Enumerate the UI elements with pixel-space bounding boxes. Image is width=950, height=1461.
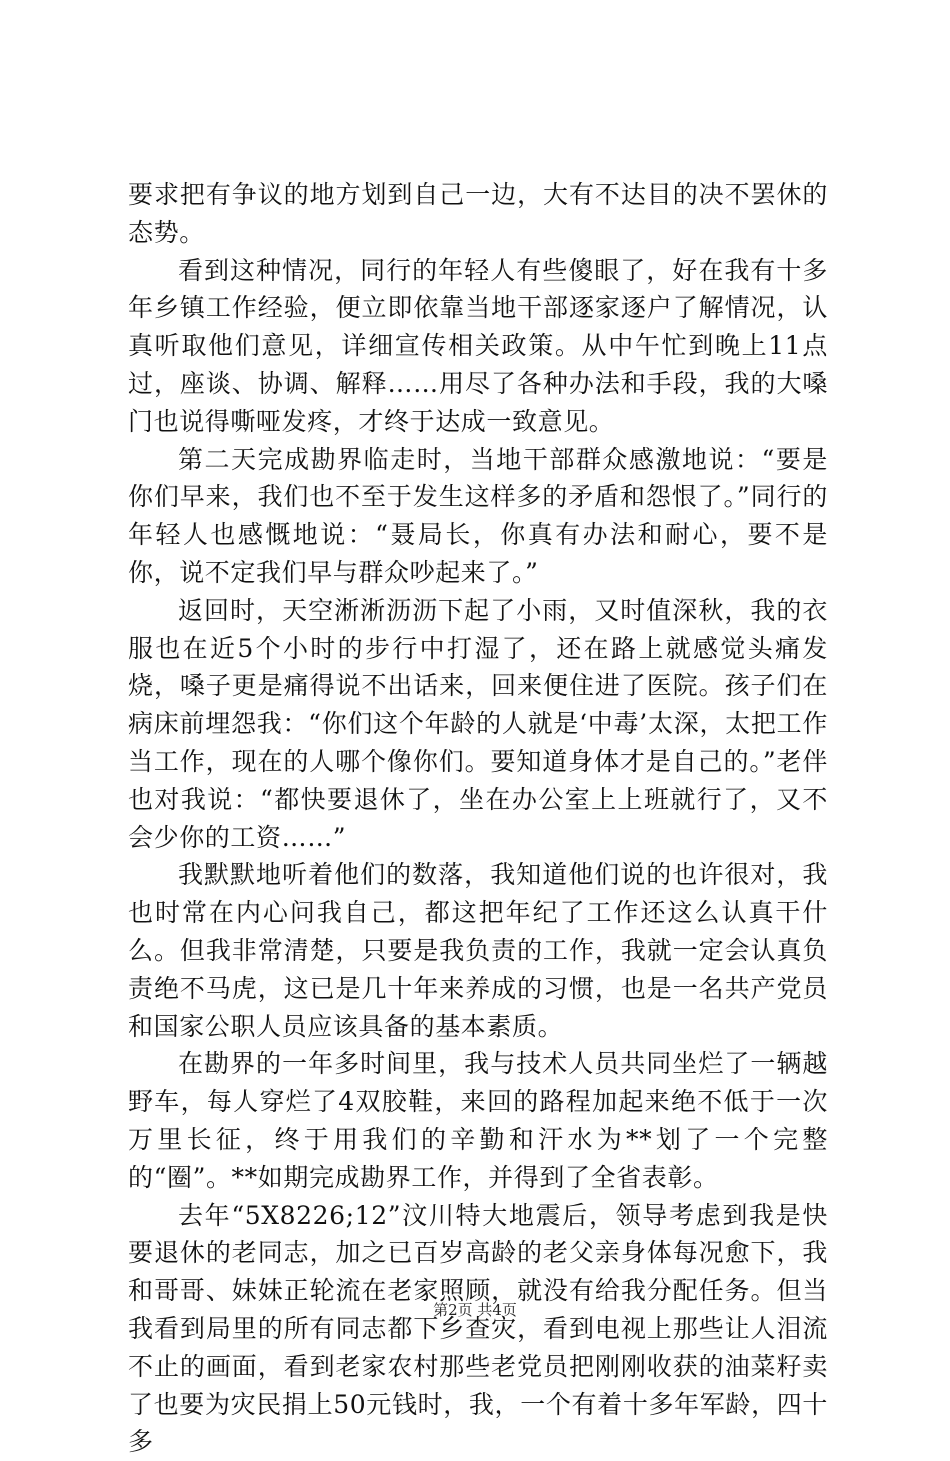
paragraph: 在勘界的一年多时间里，我与技术人员共同坐烂了一辆越野车，每人穿烂了4双胶鞋，来回的路程加起来绝不低于一次万里长征，终于用我们的辛勤和汗水为**划了一个完整的“圈”。**如期完成勘界工作，并得到了全省表彰。 (128, 1049, 828, 1192)
paragraph-continuation: 要求把有争议的地方划到自己一边，大有不达目的决不罢休的态势。 (128, 180, 828, 247)
paragraph: 我默默地听着他们的数落，我知道他们说的也许很对，我也时常在内心问我自己，都这把年纪了工作还这么认真干什么。但我非常清楚，只要是我负责的工作，我就一定会认真负责绝不马虎，这已是几十年来养成的习惯，也是一名共产党员和国家公职人员应该具备的基本素质。 (128, 860, 828, 1041)
document-body (128, 176, 828, 1461)
paragraph: 去年“5X8226;12”汶川特大地震后，领导考虑到我是快要退休的老同志，加之已百岁高龄的老父亲身体每况愈下，我和哥哥、妹妹正轮流在老家照顾，就没有给我分配任务。但当我看到局里的所有同志都下乡查灾，看到电视上那些让人泪流不止的画面，看到老家农村那些老党员把刚刚收获的油菜籽卖了也要为灾民捐上50元钱时，我，一个有着十多年军龄，四十多 (128, 1200, 828, 1457)
page-number-footer: 第2页 共4页 (433, 1301, 517, 1319)
paragraph: 第二天完成勘界临走时，当地干部群众感激地说：“要是你们早来，我们也不至于发生这样多的矛盾和怨恨了。”同行的年轻人也感慨地说：“聂局长，你真有办法和耐心，要不是你，说不定我们早与群众吵起来了。” (128, 444, 828, 587)
paragraph: 看到这种情况，同行的年轻人有些傻眼了，好在我有十多年乡镇工作经验，便立即依靠当地干部逐家逐户了解情况，认真听取他们意见，详细宣传相关政策。从中午忙到晚上11点过，座谈、协调、解释……用尽了各种办法和手段，我的大嗓门也说得嘶哑发疼，才终于达成一致意见。 (128, 255, 828, 436)
paragraph: 返回时，天空淅淅沥沥下起了小雨，又时值深秋，我的衣服也在近5个小时的步行中打湿了，还在路上就感觉头痛发烧，嗓子更是痛得说不出话来，回来便住进了医院。孩子们在病床前埋怨我：“你们这个年龄的人就是‘中毒’太深，太把工作当工作，现在的人哪个像你们。要知道身体才是自己的。”老伴也对我说：“都快要退休了，坐在办公室上上班就行了，又不会少你的工资……” (128, 595, 828, 852)
